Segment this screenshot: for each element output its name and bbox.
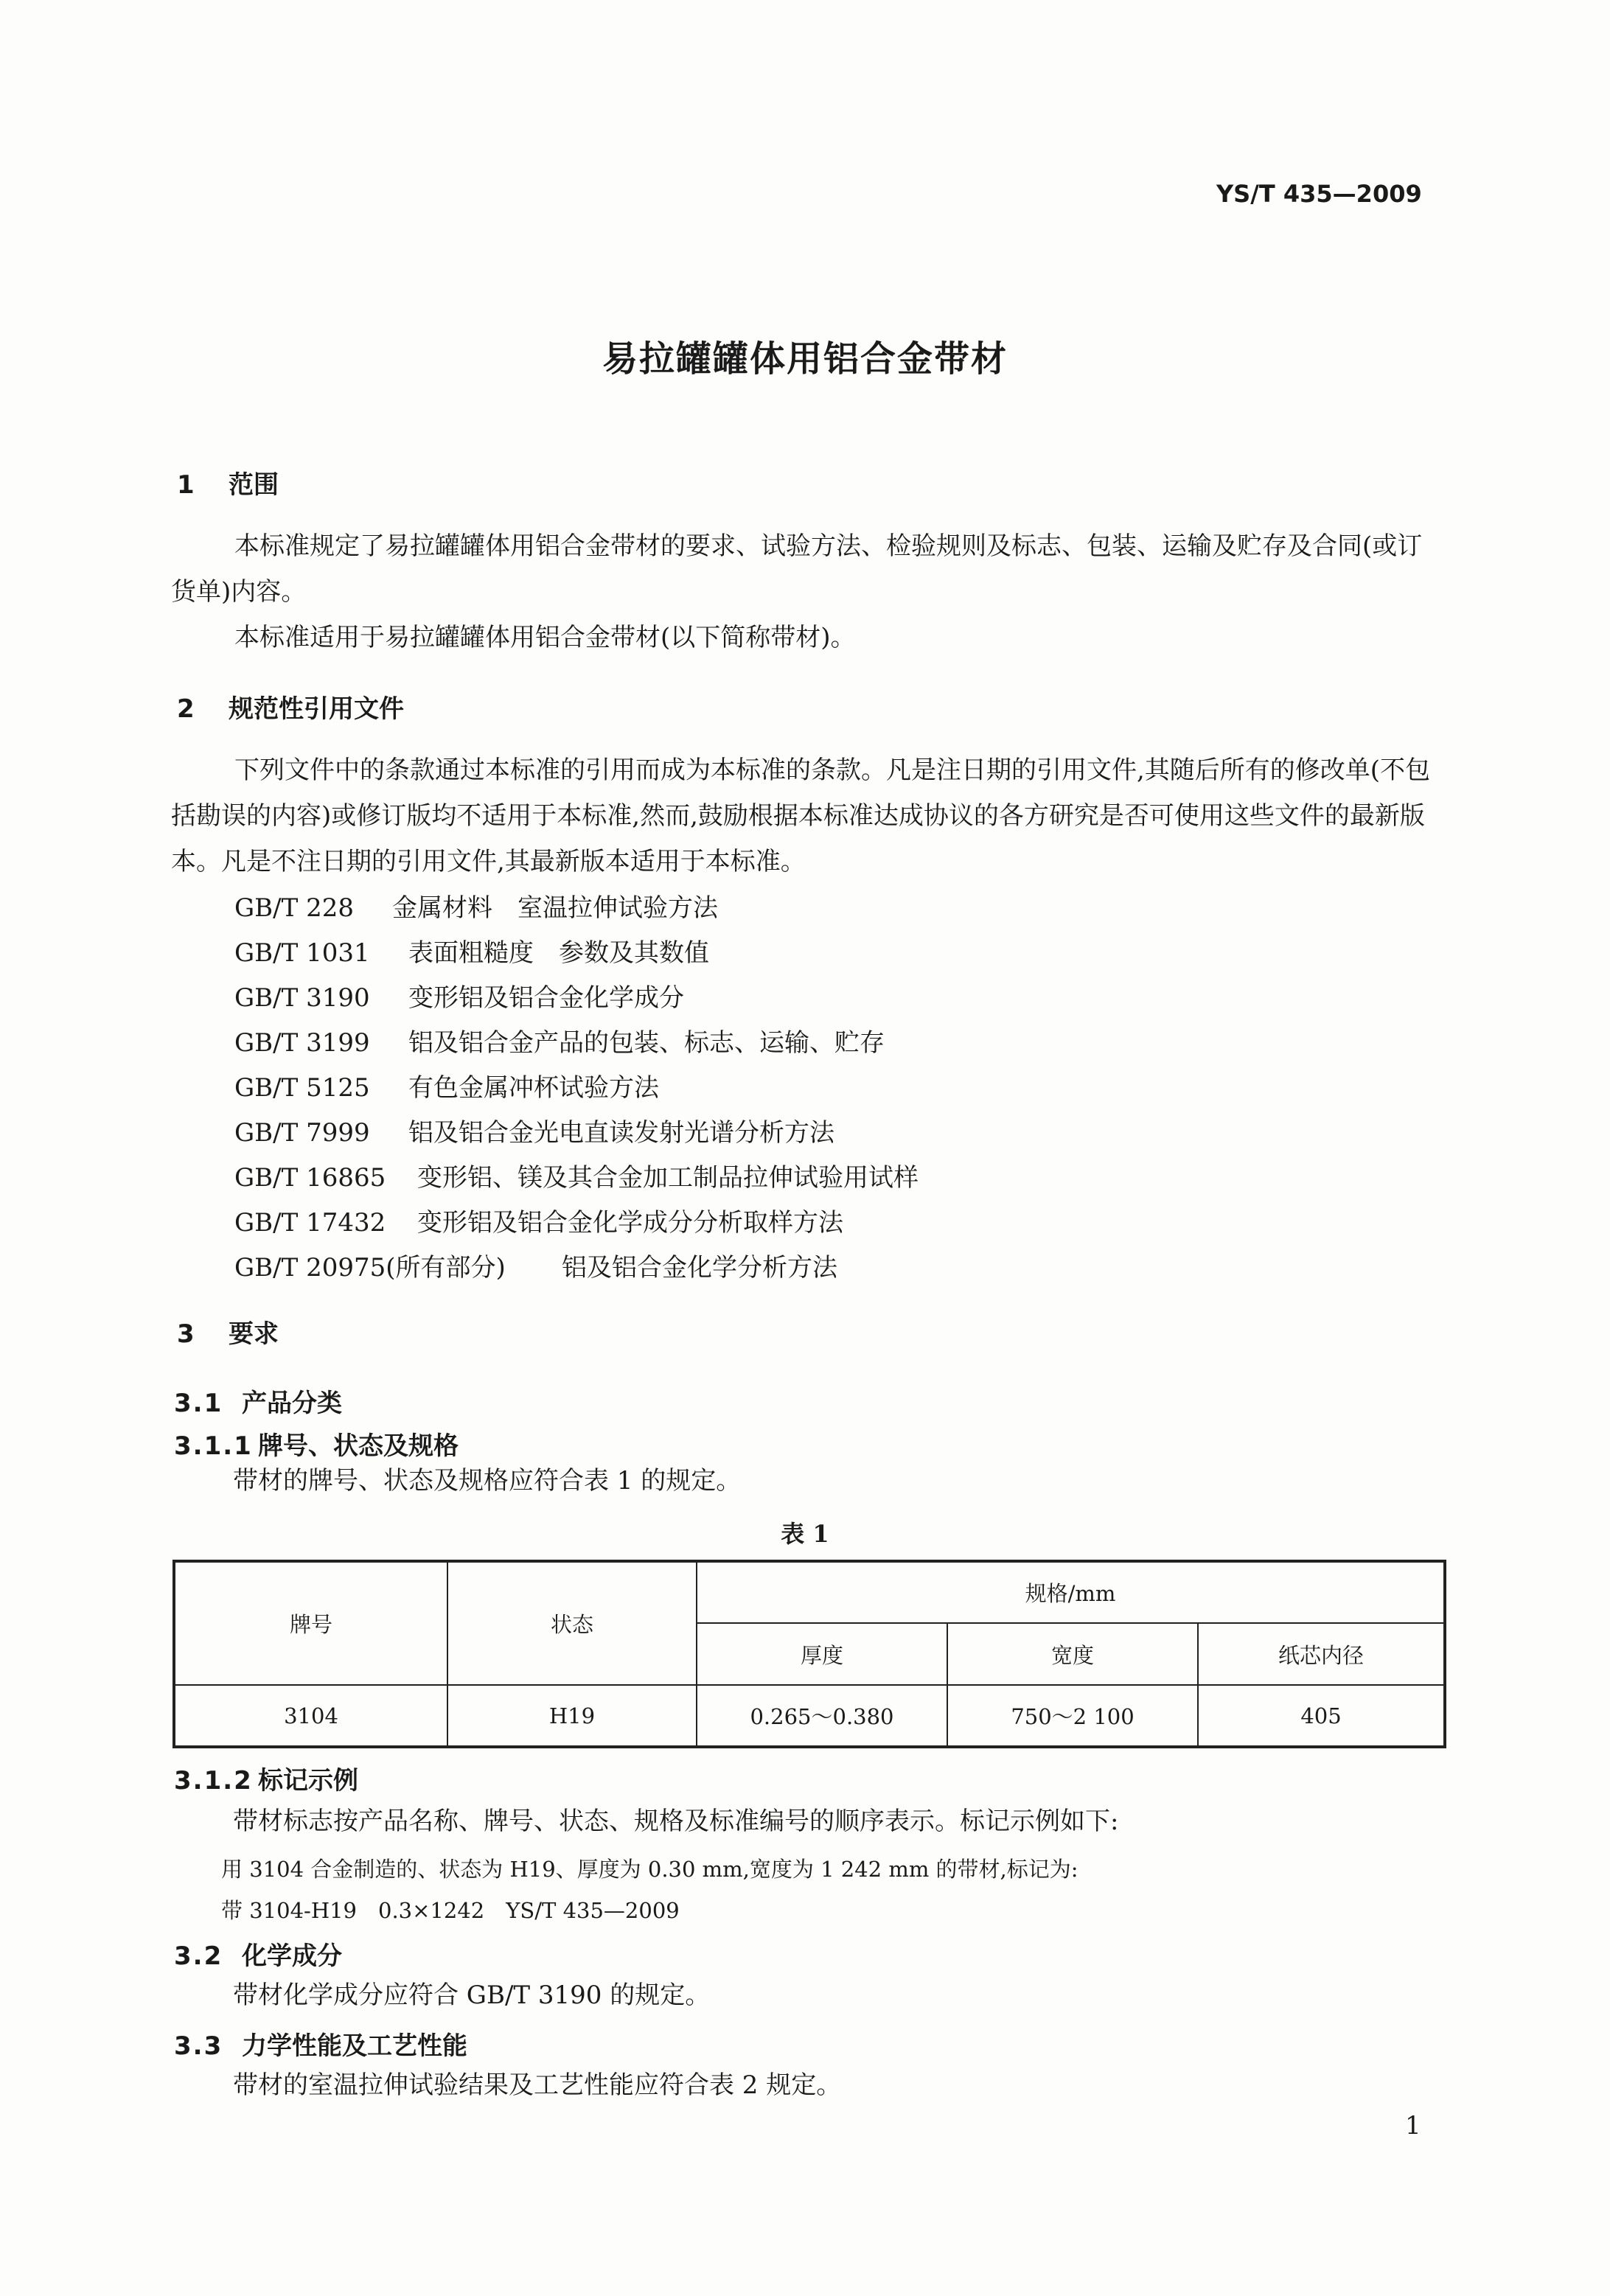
section-3-1-2-heading: 3.1.2 标记示例: [174, 1766, 358, 1796]
reference-item: GB/T 228 金属材料 室温拉伸试验方法: [234, 893, 718, 923]
standard-code: YS/T 435—2009: [1216, 180, 1422, 208]
section-3-3-paragraph: 带材的室温拉伸试验结果及工艺性能应符合表 2 规定。: [233, 2070, 842, 2100]
section-2-heading: 2 规范性引用文件: [177, 694, 404, 724]
reference-item: GB/T 1031 表面粗糙度 参数及其数值: [234, 938, 709, 968]
table-header-core-diameter: 纸芯内径: [1198, 1623, 1445, 1685]
table-cell-temper: H19: [447, 1685, 697, 1747]
section-3-2-paragraph: 带材化学成分应符合 GB/T 3190 的规定。: [233, 1981, 711, 2010]
page-number: 1: [1405, 2111, 1421, 2140]
marking-example-description: 用 3104 合金制造的、状态为 H19、厚度为 0.30 mm,宽度为 1 242 mm 的带材,标记为:: [221, 1857, 1078, 1882]
table-header-spec: 规格/mm: [697, 1561, 1445, 1623]
table-1-caption: 表 1: [781, 1520, 829, 1548]
table-1: [172, 1560, 1446, 1748]
table-row: [174, 1685, 1445, 1747]
section-1-heading: 1 范围: [177, 470, 279, 500]
section-1-paragraph-1: 本标准规定了易拉罐罐体用铝合金带材的要求、试验方法、检验规则及标志、包装、运输及贮存及合同(或订货单)内容。: [171, 531, 1423, 607]
table-cell-thickness: 0.265～0.380: [697, 1685, 947, 1747]
table-cell-grade: 3104: [174, 1685, 447, 1747]
section-3-1-2-paragraph: 带材标志按产品名称、牌号、状态、规格及标准编号的顺序表示。标记示例如下:: [233, 1807, 1119, 1836]
section-2-paragraph: 下列文件中的条款通过本标准的引用而成为本标准的条款。凡是注日期的引用文件,其随后所有的修改单(不包括勘误的内容)或修订版均不适用于本标准,然而,鼓励根据本标准达成协议的各方研究是否可使用这些文件的最新版本。凡是不注日期的引用文件,其最新版本适用于本标准。: [171, 756, 1431, 876]
reference-item: GB/T 16865 变形铝、镁及其合金加工制品拉伸试验用试样: [234, 1163, 919, 1193]
table-cell-width: 750～2 100: [947, 1685, 1198, 1747]
reference-item: GB/T 7999 铝及铝合金光电直读发射光谱分析方法: [234, 1118, 834, 1148]
document-title: 易拉罐罐体用铝合金带材: [602, 338, 1008, 380]
reference-item: GB/T 5125 有色金属冲杯试验方法: [234, 1073, 659, 1103]
section-3-1-1-heading: 3.1.1 牌号、状态及规格: [174, 1431, 459, 1461]
reference-item: GB/T 20975(所有部分) 铝及铝合金化学分析方法: [234, 1253, 837, 1283]
section-3-1-heading: 3.1 产品分类: [174, 1389, 342, 1418]
section-3-heading: 3 要求: [177, 1319, 279, 1349]
section-1-paragraph-2: 本标准适用于易拉罐罐体用铝合金带材(以下简称带材)。: [234, 623, 856, 652]
table-header-temper: 状态: [447, 1561, 697, 1685]
section-3-1-1-paragraph: 带材的牌号、状态及规格应符合表 1 的规定。: [233, 1466, 742, 1496]
section-3-3-heading: 3.3 力学性能及工艺性能: [174, 2031, 467, 2061]
table-cell-core-diameter: 405: [1198, 1685, 1445, 1747]
table-header-thickness: 厚度: [697, 1623, 947, 1685]
reference-item: GB/T 3199 铝及铝合金产品的包装、标志、运输、贮存: [234, 1028, 885, 1058]
table-header-width: 宽度: [947, 1623, 1198, 1685]
table-header-grade: 牌号: [174, 1561, 447, 1685]
reference-item: GB/T 3190 变形铝及铝合金化学成分: [234, 983, 684, 1013]
marking-example: 带 3104-H19 0.3×1242 YS/T 435—2009: [221, 1898, 680, 1923]
reference-item: GB/T 17432 变形铝及铝合金化学成分分析取样方法: [234, 1208, 843, 1238]
section-3-2-heading: 3.2 化学成分: [174, 1941, 342, 1971]
